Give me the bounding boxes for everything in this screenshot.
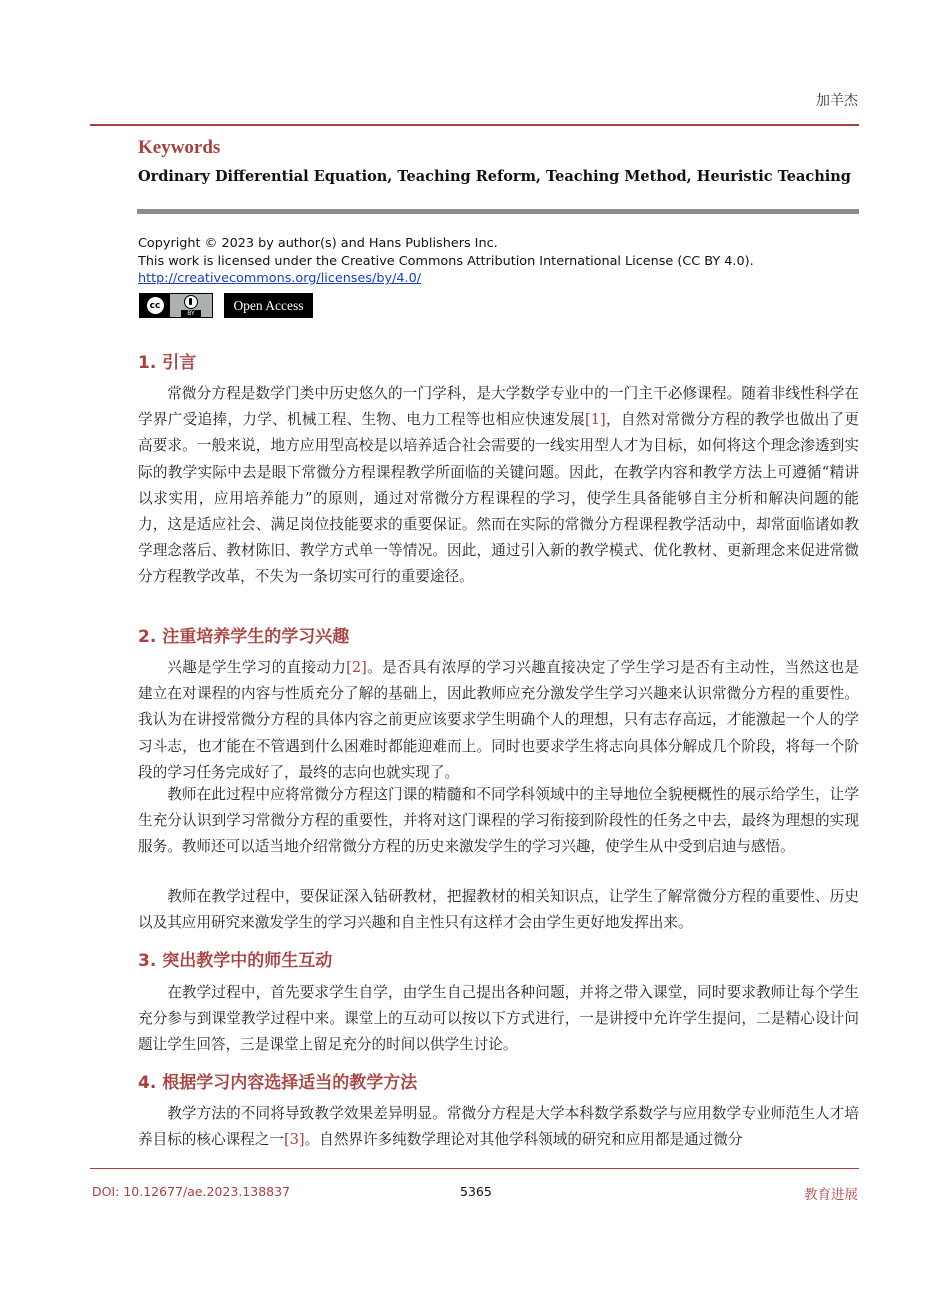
citation-link[interactable]: [2] [346,659,367,676]
attribution-person-icon [184,295,198,309]
keywords-title: Keywords [138,137,221,158]
cc-by-label: BY [181,310,200,317]
paragraph: 兴趣是学生学习的直接动力[2]。是否具有浓厚的学习兴趣直接决定了学生学习是否有主动性，当然这也是建立在对课程的内容与性质充分了解的基础上，因此教师应充分激发学生学习兴趣来认识常微分方程的重要性。我认为在讲授常微分方程的具体内容之前更应该要求学生明确个人的理想，只有志存高远，才能激起一个人的学习斗志，也才能在不管遇到什么困难时都能迎难而上。同时也要求学生将志向具体分解成几个阶段，将每一个阶段的学习任务完成好了，最终的志向也就实现了。 [138,659,859,781]
license-link[interactable]: http://creativecommons.org/licenses/by/4.0/ [138,271,422,286]
paragraph: 教学方法的不同将导致教学效果差异明显。常微分方程是大学本科数学系数学与应用数学专业师范生人才培养目标的核心课程之一[3]。自然界许多纯数学理论对其他学科领域的研究和应用都是通过微分 [138,1105,859,1149]
cc-icon: cc [146,296,165,315]
header-divider [90,124,859,126]
open-access-badge: Open Access [224,293,313,318]
journal-name: 教育进展 [804,1187,858,1203]
copyright-block [138,235,754,288]
section-heading-learning-interest: 2. 注重培养学生的学习兴趣 [138,627,350,647]
paragraph: 常微分方程是数学门类中历史悠久的一门学科，是大学数学专业中的一门主干必修课程。随着非线性科学在学界广受追捧，力学、机械工程、生物、电力工程等也相应快速发展[1]，自然对常微分方程的教学也做出了更高要求。一般来说，地方应用型高校是以培养适合社会需要的一线实用型人才为目标，如何将这个理念渗透到实际的教学实际中去是眼下常微分方程课程教学所面临的关键问题。因此，在教学内容和教学方法上可遵循“精讲以求实用，应用培养能力”的原则，通过对常微分方程课程的学习，使学生具备能够自主分析和解决问题的能力，这是适应社会、满足岗位技能要求的重要保证。然而在实际的常微分方程课程教学活动中，却常面临诸如教学理念落后、教材陈旧、教学方式单一等情况。因此，通过引入新的教学模式、优化教材、更新理念来促进常微分方程教学改革，不失为一条切实可行的重要途径。 [138,385,859,586]
citation-link[interactable]: [3] [283,1131,305,1149]
paragraph: 教师在此过程中应将常微分方程这门课的精髓和不同学科领域中的主导地位全貌梗概性的展示给学生，让学生充分认识到学习常微分方程的重要性，并将对这门课程的学习衔接到阶段性的任务之中去，最终为理想的实现服务。教师还可以适当地介绍常微分方程的历史来激发学生的学习兴趣，使学生从中受到启迪与感悟。 [138,786,859,856]
paragraph: 在教学过程中，首先要求学生自学，由学生自己提出各种问题，并将之带入课堂，同时要求教师让每个学生充分参与到课堂教学过程中来。课堂上的互动可以按以下方式进行，一是讲授中允许学生提问，二是精心设计问题让学生回答，三是课堂上留足充分的时间以供学生讨论。 [138,984,859,1054]
section-heading-interaction: 3. 突出教学中的师生互动 [138,951,333,971]
keywords-divider [137,209,859,214]
paragraph: 教师在教学过程中，要保证深入钻研教材，把握教材的相关知识点，让学生了解常微分方程的重要性、历史以及其应用研究来激发学生的学习兴趣和自主性只有这样才会由学生更好地发挥出来。 [138,888,859,932]
footer-doi: DOI: 10.12677/ae.2023.138837 [92,1184,291,1199]
license-line: This work is licensed under the Creative Commons Attribution International License (CC BY 4.0). [138,253,754,269]
section-heading-introduction: 1. 引言 [138,353,197,373]
running-header-author: 加羊杰 [816,93,858,109]
page-number: 5365 [460,1184,492,1199]
copyright-line: Copyright © 2023 by author(s) and Hans Publishers Inc. [138,236,498,251]
citation-link[interactable]: [1] [585,411,606,429]
keywords-list: Ordinary Differential Equation, Teaching Reform, Teaching Method, Heuristic Teaching [138,168,851,185]
footer-divider [90,1168,859,1169]
section-heading-teaching-methods: 4. 根据学习内容选择适当的教学方法 [138,1073,418,1093]
cc-by-license-badge[interactable] [139,293,213,318]
